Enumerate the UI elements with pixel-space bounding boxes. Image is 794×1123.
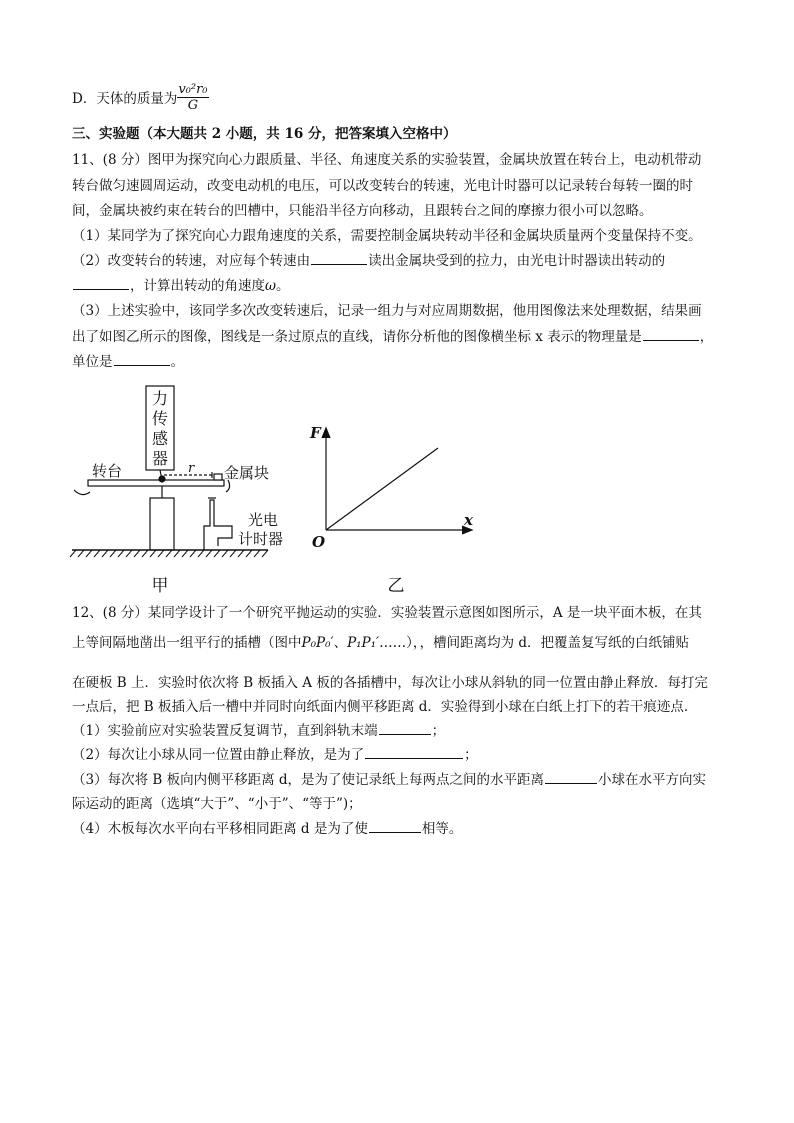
metal-block-label: 金属块 xyxy=(224,464,270,482)
sensor-char-2: 传 xyxy=(151,409,169,428)
sensor-char-3: 感 xyxy=(151,429,169,448)
f-axis-arrow xyxy=(322,428,330,438)
answer-blank-quantity[interactable] xyxy=(643,328,699,341)
q12-sub-2-end: ； xyxy=(464,747,478,763)
q11-part-3-line-3 xyxy=(72,353,184,371)
q12-sub-3-text-b: 小球在水平方向实 xyxy=(598,772,707,788)
origin-label: O xyxy=(312,533,326,551)
q11-part-3-comma: ， xyxy=(699,329,714,345)
q12-sub-3 xyxy=(72,771,706,789)
q11-line-1: 11、(8 分）图甲为探究向心力跟质量、半径、角速度关系的实验装置，金属块放置在转台上，电动机带动 xyxy=(72,152,702,168)
answer-blank-unit[interactable] xyxy=(114,353,170,366)
q11-part-3-line-2 xyxy=(72,328,713,346)
q11-part-2-text-b: 读出金属块受到的拉力，由光电计时器读出转动的 xyxy=(368,253,666,269)
q12-sub-4-text-a: （4）木板每次水平向右平移相同距离 d 是为了使 xyxy=(72,821,368,837)
q11-part-2-text-c: ，计算出转动的角速度 xyxy=(130,278,265,294)
q11-part-1: （1）某同学为了探究向心力跟角速度的关系，需要控制金属块转动半径和金属块质量两个变量保持不变。 xyxy=(72,228,702,244)
mass-fraction xyxy=(177,82,208,113)
caption-yi: 乙 xyxy=(387,576,405,596)
photo-timer-label-2: 计时器 xyxy=(238,530,284,548)
q11-part-3-end: 。 xyxy=(170,354,184,370)
fraction-numerator: v₀²r₀ xyxy=(178,82,208,97)
experiment-figure xyxy=(0,380,794,600)
q12-sub-1-end: ； xyxy=(431,723,446,739)
option-d-text: D．天体的质量为 xyxy=(72,91,178,107)
slot-separator: 、 xyxy=(333,635,348,651)
q11-part-3-line-1: （3）上述实验中，该同学多次改变转速后，记录一组力与对应周期数据，他用图像法来处理数据，结果画 xyxy=(72,303,702,319)
q12-line-2-text-b: ……），，槽间距离均为 d．把覆盖复写纸的白纸铺贴 xyxy=(379,635,690,651)
metal-block xyxy=(214,474,222,480)
answer-blank-period[interactable] xyxy=(73,277,129,290)
radius-label: r xyxy=(188,461,195,476)
q12-sub-2 xyxy=(72,746,478,764)
rotation-arrow-left xyxy=(74,490,90,495)
option-d xyxy=(72,84,209,115)
fraction-denominator: G xyxy=(187,98,199,113)
section-heading: 三、实验题（本大题共 2 小题，共 16 分，把答案填入空格中） xyxy=(72,126,457,142)
q12-line-2 xyxy=(72,634,689,652)
slot-symbol-p0: P₀P₀′ xyxy=(301,635,334,651)
axis-f-label: F xyxy=(310,424,321,442)
turntable-post xyxy=(150,498,174,550)
slot-symbol-p1: P₁P₁′ xyxy=(347,635,380,651)
answer-blank-same-release[interactable] xyxy=(365,746,463,759)
pivot-dot xyxy=(159,476,165,482)
q11-part-2-end: 。 xyxy=(276,278,290,294)
q11-part-2-text-a: （2）改变转台的转速，对应每个转速由 xyxy=(72,253,311,269)
q11-part-3-text-c: 单位是 xyxy=(72,354,113,370)
q12-sub-1-text: （1）实验前应对实验装置反复调节，直到斜轨末端 xyxy=(72,723,378,739)
q12-sub-2-text: （2）每次让小球从同一位置由静止释放，是为了 xyxy=(72,747,365,763)
sensor-char-1: 力 xyxy=(151,389,169,408)
q12-sub-1 xyxy=(72,722,445,740)
fx-line xyxy=(326,448,438,530)
q12-sub-4 xyxy=(72,820,462,838)
turntable-label: 转台 xyxy=(92,462,123,480)
answer-blank-sensor[interactable] xyxy=(311,252,367,265)
caption-jia: 甲 xyxy=(151,576,169,596)
q11-line-3: 间，金属块被约束在转台的凹槽中，只能沿半径方向移动，且跟转台之间的摩擦力很小可以忽略。 xyxy=(72,203,653,219)
q11-part-2 xyxy=(72,252,665,270)
q12-sub-3-cont: 际运动的距离（选填“大于”、“小于”、“等于”)； xyxy=(72,796,362,812)
q11-part-3-text-b: 出了如图乙所示的图像，图线是一条过原点的直线，请你分析他的图像横坐标 x 表示的物理量是 xyxy=(72,329,642,345)
answer-blank-rail-end[interactable] xyxy=(379,722,431,735)
q12-line-2-text-a: 上等间隔地凿出一组平行的插槽（图中 xyxy=(72,635,302,651)
axis-x-label: x xyxy=(464,511,473,529)
answer-blank-equal[interactable] xyxy=(369,820,421,833)
ground-hatching xyxy=(70,550,268,557)
sensor-char-4: 器 xyxy=(151,449,169,468)
q12-line-4: 一点后，把 B 板插入后一槽中并同时向纸面内侧平移距离 d．实验得到小球在白纸上打下的若干痕迹点． xyxy=(72,699,698,715)
q11-part-2-cont xyxy=(72,277,290,295)
fx-graph xyxy=(322,428,472,534)
omega-symbol: ω xyxy=(265,278,277,294)
answer-blank-compare[interactable] xyxy=(545,771,597,784)
q12-sub-4-text-b: 相等。 xyxy=(421,821,463,837)
q11-line-2: 转台做匀速圆周运动，改变电动机的电压，可以改变转台的转速，光电计时器可以记录转台每转一圈的时 xyxy=(72,178,693,194)
photo-timer xyxy=(204,500,232,550)
photo-timer-label-1: 光电 xyxy=(248,511,279,529)
turntable xyxy=(88,480,224,486)
q12-line-1: 12、(8 分）某同学设计了一个研究平抛运动的实验．实验装置示意图如图所示，A 是一块平面木板，在其 xyxy=(72,605,702,621)
q12-line-3: 在硬板 B 上．实验时依次将 B 板插入 A 板的各插槽中，每次让小球从斜轨的同一位置由静止释放．每打完 xyxy=(72,675,708,691)
q12-sub-3-text-a: （3）每次将 B 板向内侧平移距离 d，是为了使记录纸上每两点之间的水平距离 xyxy=(72,772,545,788)
